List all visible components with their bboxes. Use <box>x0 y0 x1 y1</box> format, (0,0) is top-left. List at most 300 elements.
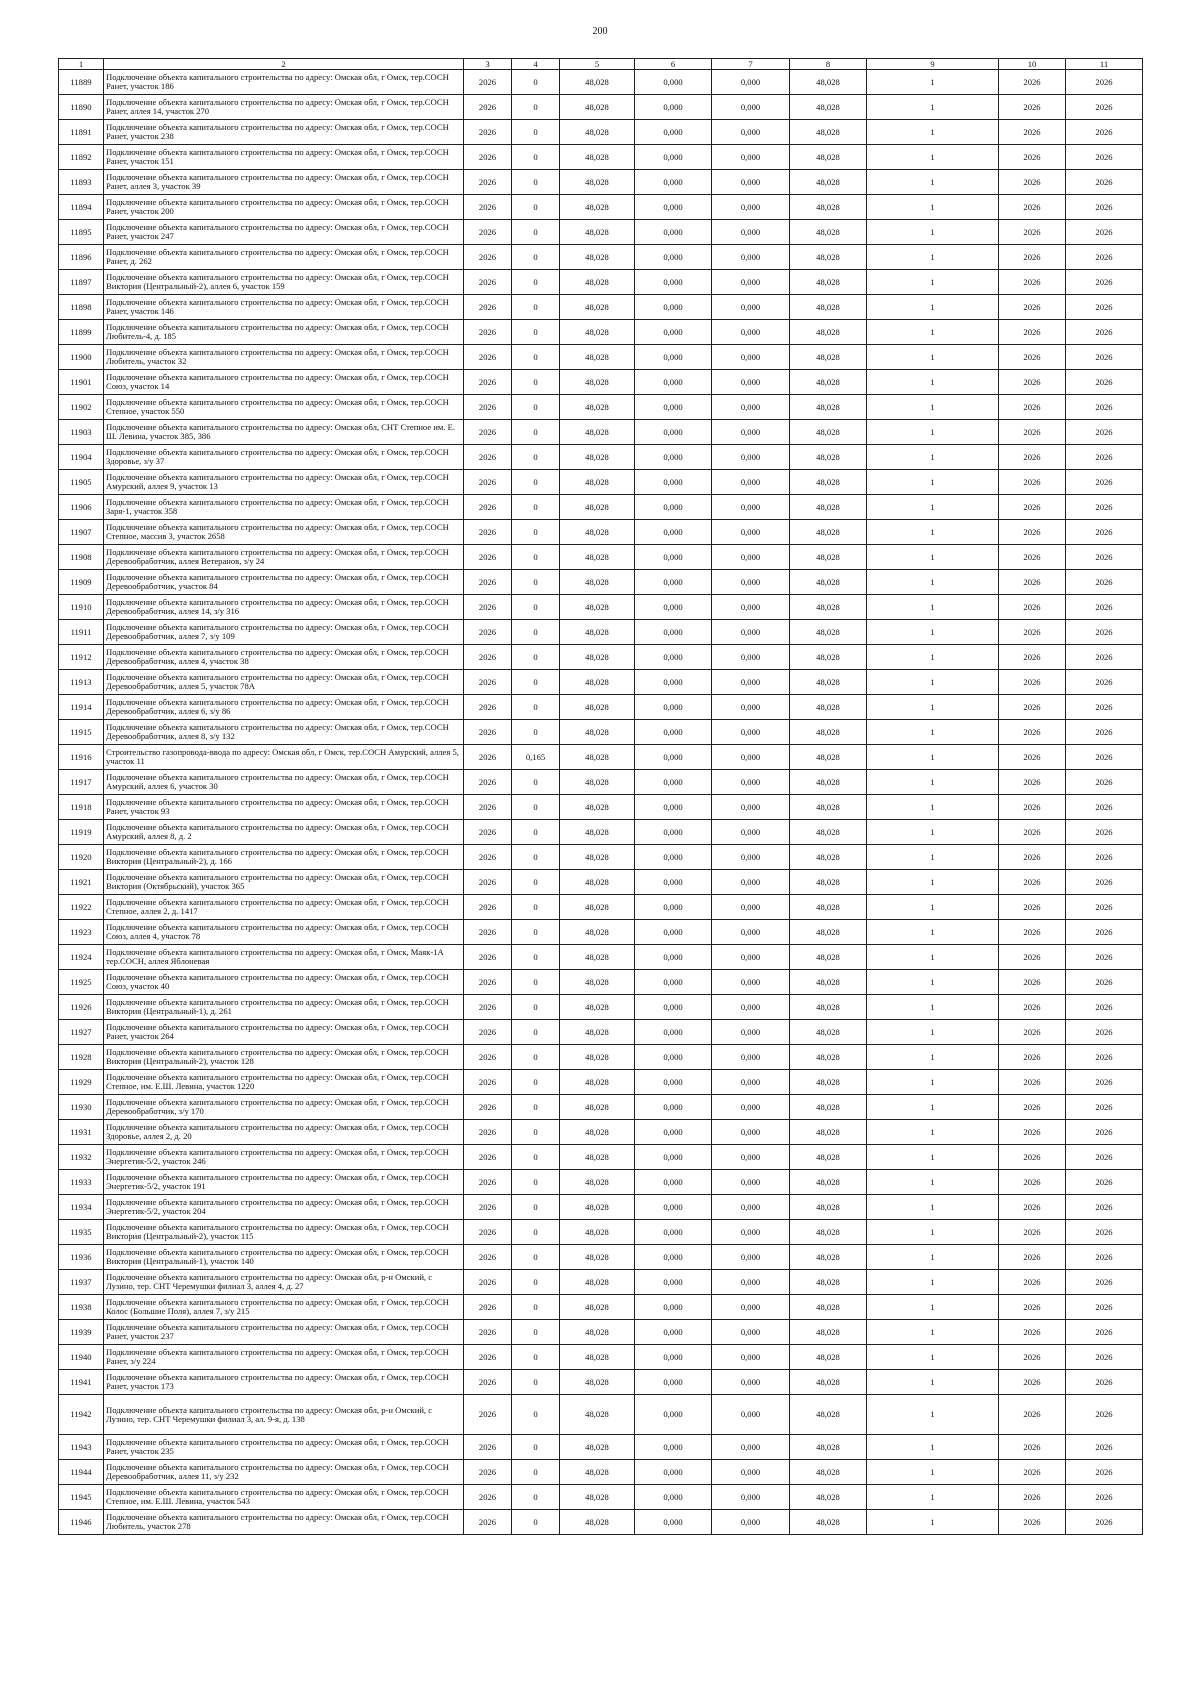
cell-cost-sum: 48,028 <box>790 345 867 370</box>
cell-quantity: 1 <box>867 695 999 720</box>
cell-cost-a: 0,000 <box>635 845 712 870</box>
cell-end-year: 2026 <box>1066 945 1143 970</box>
cell-cost-a: 0,000 <box>635 320 712 345</box>
table-row <box>59 220 1143 245</box>
cell-row-number: 11918 <box>59 795 104 820</box>
cell-length: 0 <box>512 795 560 820</box>
cell-description: Подключение объекта капитального строительства по адресу: Омская обл, г Омск, тер.СОСН Союз, аллея 4, участок 78 <box>104 920 464 945</box>
cell-start-year: 2026 <box>999 1460 1066 1485</box>
cell-cost-a: 0,000 <box>635 1435 712 1460</box>
cell-description: Подключение объекта капитального строительства по адресу: Омская обл, г Омск, тер.СОСН Здоровье, з/у 37 <box>104 445 464 470</box>
cell-cost-b: 0,000 <box>712 670 790 695</box>
cell-cost-sum: 48,028 <box>790 1070 867 1095</box>
cell-start-year: 2026 <box>999 945 1066 970</box>
cell-cost-a: 0,000 <box>635 820 712 845</box>
cell-quantity: 1 <box>867 1220 999 1245</box>
cell-cost-a: 0,000 <box>635 520 712 545</box>
cell-cost-b: 0,000 <box>712 695 790 720</box>
cell-quantity: 1 <box>867 1045 999 1070</box>
cell-end-year: 2026 <box>1066 745 1143 770</box>
cell-cost-total: 48,028 <box>560 170 635 195</box>
cell-end-year: 2026 <box>1066 970 1143 995</box>
cell-quantity: 1 <box>867 395 999 420</box>
cell-end-year: 2026 <box>1066 1045 1143 1070</box>
cell-cost-b: 0,000 <box>712 995 790 1020</box>
cell-year: 2026 <box>464 1245 512 1270</box>
cell-description: Подключение объекта капитального строительства по адресу: Омская обл, г Омск, тер.СОСН Степное, участок 550 <box>104 395 464 420</box>
cell-row-number: 11891 <box>59 120 104 145</box>
cell-row-number: 11917 <box>59 770 104 795</box>
cell-year: 2026 <box>464 445 512 470</box>
cell-length: 0 <box>512 1245 560 1270</box>
cell-row-number: 11929 <box>59 1070 104 1095</box>
cell-length: 0 <box>512 1170 560 1195</box>
cell-cost-sum: 48,028 <box>790 295 867 320</box>
cell-cost-total: 48,028 <box>560 945 635 970</box>
cell-start-year: 2026 <box>999 795 1066 820</box>
cell-length: 0 <box>512 445 560 470</box>
cell-row-number: 11921 <box>59 870 104 895</box>
cell-cost-a: 0,000 <box>635 920 712 945</box>
cell-cost-b: 0,000 <box>712 1395 790 1435</box>
cell-description: Подключение объекта капитального строительства по адресу: Омская обл, г Омск, тер.СОСН Любитель, участок 32 <box>104 345 464 370</box>
cell-row-number: 11927 <box>59 1020 104 1045</box>
table-row <box>59 320 1143 345</box>
cell-cost-b: 0,000 <box>712 370 790 395</box>
cell-cost-b: 0,000 <box>712 1195 790 1220</box>
cell-row-number: 11906 <box>59 495 104 520</box>
table-row <box>59 795 1143 820</box>
cell-description: Подключение объекта капитального строительства по адресу: Омская обл, г Омск, тер.СОСН Виктория (Октябрьский), участок 365 <box>104 870 464 895</box>
cell-cost-b: 0,000 <box>712 845 790 870</box>
cell-cost-b: 0,000 <box>712 545 790 570</box>
cell-cost-total: 48,028 <box>560 1120 635 1145</box>
cell-length: 0 <box>512 545 560 570</box>
cell-cost-b: 0,000 <box>712 320 790 345</box>
cell-year: 2026 <box>464 1370 512 1395</box>
cell-cost-b: 0,000 <box>712 1345 790 1370</box>
cell-year: 2026 <box>464 920 512 945</box>
cell-year: 2026 <box>464 420 512 445</box>
cell-year: 2026 <box>464 695 512 720</box>
cell-cost-total: 48,028 <box>560 520 635 545</box>
column-header-3: 3 <box>464 59 512 70</box>
cell-description: Подключение объекта капитального строительства по адресу: Омская обл, г Омск, тер.СОСН Степное, им. Е.Ш. Левина, участок 1220 <box>104 1070 464 1095</box>
table-row <box>59 145 1143 170</box>
cell-description: Подключение объекта капитального строительства по адресу: Омская обл, СНТ Степное им. Е. Ш. Левина, участок 385, 386 <box>104 420 464 445</box>
cell-cost-total: 48,028 <box>560 120 635 145</box>
cell-quantity: 1 <box>867 1460 999 1485</box>
cell-year: 2026 <box>464 520 512 545</box>
cell-end-year: 2026 <box>1066 470 1143 495</box>
cell-length: 0 <box>512 870 560 895</box>
cell-start-year: 2026 <box>999 120 1066 145</box>
cell-cost-sum: 48,028 <box>790 195 867 220</box>
cell-cost-a: 0,000 <box>635 345 712 370</box>
cell-quantity: 1 <box>867 995 999 1020</box>
cell-end-year: 2026 <box>1066 845 1143 870</box>
table-row <box>59 295 1143 320</box>
cell-length: 0 <box>512 720 560 745</box>
cell-quantity: 1 <box>867 845 999 870</box>
cell-cost-a: 0,000 <box>635 445 712 470</box>
table-row <box>59 1370 1143 1395</box>
cell-end-year: 2026 <box>1066 170 1143 195</box>
cell-cost-sum: 48,028 <box>790 1220 867 1245</box>
cell-cost-total: 48,028 <box>560 1145 635 1170</box>
table-row <box>59 645 1143 670</box>
cell-year: 2026 <box>464 1510 512 1535</box>
cell-end-year: 2026 <box>1066 570 1143 595</box>
table-row <box>59 1045 1143 1070</box>
cell-quantity: 1 <box>867 770 999 795</box>
cell-quantity: 1 <box>867 470 999 495</box>
cell-quantity: 1 <box>867 1195 999 1220</box>
cell-length: 0 <box>512 1460 560 1485</box>
cell-cost-a: 0,000 <box>635 620 712 645</box>
cell-cost-b: 0,000 <box>712 1245 790 1270</box>
cell-end-year: 2026 <box>1066 1510 1143 1535</box>
cell-cost-b: 0,000 <box>712 1170 790 1195</box>
column-header-9: 9 <box>867 59 999 70</box>
cell-description: Подключение объекта капитального строительства по адресу: Омская обл, г Омск, тер.СОСН Виктория (Центральный-2), аллея 6, участок 159 <box>104 270 464 295</box>
cell-description: Подключение объекта капитального строительства по адресу: Омская обл, г Омск, тер.СОСН Деревообработчик, аллея 14, з/у 316 <box>104 595 464 620</box>
cell-quantity: 1 <box>867 495 999 520</box>
cell-cost-b: 0,000 <box>712 295 790 320</box>
cell-cost-total: 48,028 <box>560 1395 635 1435</box>
cell-end-year: 2026 <box>1066 370 1143 395</box>
cell-quantity: 1 <box>867 620 999 645</box>
cell-cost-sum: 48,028 <box>790 95 867 120</box>
cell-cost-a: 0,000 <box>635 1345 712 1370</box>
cell-cost-total: 48,028 <box>560 1020 635 1045</box>
cell-cost-sum: 48,028 <box>790 1370 867 1395</box>
cell-row-number: 11939 <box>59 1320 104 1345</box>
cell-cost-b: 0,000 <box>712 945 790 970</box>
cell-row-number: 11902 <box>59 395 104 420</box>
cell-cost-sum: 48,028 <box>790 1145 867 1170</box>
cell-cost-total: 48,028 <box>560 95 635 120</box>
cell-quantity: 1 <box>867 745 999 770</box>
cell-description: Подключение объекта капитального строительства по адресу: Омская обл, г Омск, тер.СОСН Ранет, участок 186 <box>104 70 464 95</box>
table-row <box>59 1295 1143 1320</box>
data-table <box>58 58 1143 1535</box>
cell-description: Подключение объекта капитального строительства по адресу: Омская обл, г Омск, тер.СОСН Деревообработчик, аллея 8, з/у 132 <box>104 720 464 745</box>
table-row <box>59 395 1143 420</box>
cell-cost-b: 0,000 <box>712 145 790 170</box>
cell-cost-a: 0,000 <box>635 495 712 520</box>
table-row <box>59 170 1143 195</box>
cell-cost-a: 0,000 <box>635 1195 712 1220</box>
cell-quantity: 1 <box>867 1370 999 1395</box>
table-row <box>59 445 1143 470</box>
cell-description: Подключение объекта капитального строительства по адресу: Омская обл, г Омск, тер.СОСН Союз, участок 14 <box>104 370 464 395</box>
cell-cost-a: 0,000 <box>635 995 712 1020</box>
cell-cost-a: 0,000 <box>635 745 712 770</box>
cell-cost-a: 0,000 <box>635 770 712 795</box>
cell-cost-b: 0,000 <box>712 245 790 270</box>
cell-cost-a: 0,000 <box>635 895 712 920</box>
cell-year: 2026 <box>464 795 512 820</box>
cell-start-year: 2026 <box>999 745 1066 770</box>
cell-description: Подключение объекта капитального строительства по адресу: Омская обл, г Омск, тер.СОСН Ранет, участок 235 <box>104 1435 464 1460</box>
table-row <box>59 520 1143 545</box>
cell-cost-a: 0,000 <box>635 970 712 995</box>
cell-cost-total: 48,028 <box>560 720 635 745</box>
cell-cost-total: 48,028 <box>560 1170 635 1195</box>
cell-start-year: 2026 <box>999 395 1066 420</box>
cell-length: 0 <box>512 220 560 245</box>
cell-description: Строительство газопровода-ввода по адресу: Омская обл, г Омск, тер.СОСН Амурский, аллея 5, участок 11 <box>104 745 464 770</box>
cell-cost-a: 0,000 <box>635 1270 712 1295</box>
table-row <box>59 1395 1143 1435</box>
cell-length: 0 <box>512 1485 560 1510</box>
cell-end-year: 2026 <box>1066 1370 1143 1395</box>
cell-cost-b: 0,000 <box>712 495 790 520</box>
cell-description: Подключение объекта капитального строительства по адресу: Омская обл, г Омск, тер.СОСН Заря-1, участок 358 <box>104 495 464 520</box>
cell-cost-b: 0,000 <box>712 1045 790 1070</box>
cell-length: 0 <box>512 820 560 845</box>
cell-cost-total: 48,028 <box>560 745 635 770</box>
cell-quantity: 1 <box>867 1120 999 1145</box>
cell-cost-total: 48,028 <box>560 895 635 920</box>
cell-length: 0 <box>512 1195 560 1220</box>
cell-quantity: 1 <box>867 720 999 745</box>
cell-end-year: 2026 <box>1066 220 1143 245</box>
table-row <box>59 945 1143 970</box>
cell-end-year: 2026 <box>1066 720 1143 745</box>
table-row <box>59 1195 1143 1220</box>
cell-year: 2026 <box>464 745 512 770</box>
cell-cost-b: 0,000 <box>712 420 790 445</box>
cell-cost-sum: 48,028 <box>790 870 867 895</box>
table-row <box>59 495 1143 520</box>
cell-quantity: 1 <box>867 1295 999 1320</box>
cell-cost-sum: 48,028 <box>790 995 867 1020</box>
cell-year: 2026 <box>464 895 512 920</box>
cell-cost-sum: 48,028 <box>790 1395 867 1435</box>
cell-cost-sum: 48,028 <box>790 420 867 445</box>
cell-end-year: 2026 <box>1066 1145 1143 1170</box>
cell-cost-total: 48,028 <box>560 320 635 345</box>
cell-cost-total: 48,028 <box>560 1270 635 1295</box>
cell-quantity: 1 <box>867 820 999 845</box>
cell-end-year: 2026 <box>1066 495 1143 520</box>
cell-length: 0 <box>512 1510 560 1535</box>
cell-quantity: 1 <box>867 420 999 445</box>
cell-start-year: 2026 <box>999 570 1066 595</box>
table-row <box>59 970 1143 995</box>
cell-length: 0 <box>512 570 560 595</box>
table-row <box>59 670 1143 695</box>
cell-cost-total: 48,028 <box>560 1295 635 1320</box>
cell-length: 0 <box>512 420 560 445</box>
cell-year: 2026 <box>464 395 512 420</box>
cell-start-year: 2026 <box>999 1485 1066 1510</box>
cell-cost-a: 0,000 <box>635 1095 712 1120</box>
cell-cost-sum: 48,028 <box>790 220 867 245</box>
cell-cost-sum: 48,028 <box>790 1120 867 1145</box>
cell-cost-a: 0,000 <box>635 645 712 670</box>
cell-cost-a: 0,000 <box>635 570 712 595</box>
cell-length: 0 <box>512 620 560 645</box>
cell-cost-sum: 48,028 <box>790 495 867 520</box>
cell-year: 2026 <box>464 1345 512 1370</box>
cell-cost-a: 0,000 <box>635 295 712 320</box>
cell-cost-sum: 48,028 <box>790 970 867 995</box>
cell-cost-total: 48,028 <box>560 1045 635 1070</box>
table-row <box>59 1070 1143 1095</box>
cell-year: 2026 <box>464 1020 512 1045</box>
cell-cost-sum: 48,028 <box>790 1195 867 1220</box>
cell-year: 2026 <box>464 945 512 970</box>
cell-cost-sum: 48,028 <box>790 720 867 745</box>
cell-cost-a: 0,000 <box>635 120 712 145</box>
cell-end-year: 2026 <box>1066 420 1143 445</box>
cell-cost-total: 48,028 <box>560 395 635 420</box>
cell-end-year: 2026 <box>1066 1070 1143 1095</box>
cell-start-year: 2026 <box>999 1070 1066 1095</box>
cell-cost-total: 48,028 <box>560 770 635 795</box>
cell-end-year: 2026 <box>1066 1395 1143 1435</box>
cell-start-year: 2026 <box>999 1295 1066 1320</box>
cell-cost-total: 48,028 <box>560 420 635 445</box>
cell-start-year: 2026 <box>999 770 1066 795</box>
cell-cost-sum: 48,028 <box>790 1320 867 1345</box>
cell-cost-sum: 48,028 <box>790 895 867 920</box>
cell-year: 2026 <box>464 770 512 795</box>
cell-start-year: 2026 <box>999 1395 1066 1435</box>
cell-quantity: 1 <box>867 920 999 945</box>
cell-cost-total: 48,028 <box>560 295 635 320</box>
cell-quantity: 1 <box>867 1020 999 1045</box>
cell-end-year: 2026 <box>1066 195 1143 220</box>
table-row <box>59 1320 1143 1345</box>
cell-description: Подключение объекта капитального строительства по адресу: Омская обл, г Омск, тер.СОСН Ранет, аллея 14, участок 270 <box>104 95 464 120</box>
cell-cost-sum: 48,028 <box>790 1045 867 1070</box>
table-row <box>59 845 1143 870</box>
cell-description: Подключение объекта капитального строительства по адресу: Омская обл, г Омск, тер.СОСН Любитель, участок 278 <box>104 1510 464 1535</box>
cell-row-number: 11908 <box>59 545 104 570</box>
cell-start-year: 2026 <box>999 920 1066 945</box>
cell-description: Подключение объекта капитального строительства по адресу: Омская обл, г Омск, Маяк-1А тер.СОСН, аллея Яблоневая <box>104 945 464 970</box>
cell-description: Подключение объекта капитального строительства по адресу: Омская обл, г Омск, тер.СОСН Ранет, участок 93 <box>104 795 464 820</box>
cell-cost-total: 48,028 <box>560 345 635 370</box>
cell-end-year: 2026 <box>1066 645 1143 670</box>
cell-end-year: 2026 <box>1066 1095 1143 1120</box>
cell-cost-b: 0,000 <box>712 95 790 120</box>
cell-cost-b: 0,000 <box>712 820 790 845</box>
cell-row-number: 11946 <box>59 1510 104 1535</box>
cell-cost-total: 48,028 <box>560 1485 635 1510</box>
cell-row-number: 11894 <box>59 195 104 220</box>
cell-row-number: 11943 <box>59 1435 104 1460</box>
cell-length: 0 <box>512 670 560 695</box>
cell-start-year: 2026 <box>999 620 1066 645</box>
cell-description: Подключение объекта капитального строительства по адресу: Омская обл, г Омск, тер.СОСН Амурский, аллея 9, участок 13 <box>104 470 464 495</box>
cell-start-year: 2026 <box>999 595 1066 620</box>
table-row <box>59 1245 1143 1270</box>
cell-cost-sum: 48,028 <box>790 470 867 495</box>
cell-cost-a: 0,000 <box>635 395 712 420</box>
cell-cost-a: 0,000 <box>635 1220 712 1245</box>
cell-quantity: 1 <box>867 545 999 570</box>
cell-cost-b: 0,000 <box>712 470 790 495</box>
cell-cost-sum: 48,028 <box>790 795 867 820</box>
cell-cost-b: 0,000 <box>712 620 790 645</box>
cell-cost-total: 48,028 <box>560 1220 635 1245</box>
cell-cost-total: 48,028 <box>560 1370 635 1395</box>
column-header-10: 10 <box>999 59 1066 70</box>
cell-quantity: 1 <box>867 1245 999 1270</box>
cell-cost-a: 0,000 <box>635 1070 712 1095</box>
cell-end-year: 2026 <box>1066 1220 1143 1245</box>
cell-year: 2026 <box>464 220 512 245</box>
cell-length: 0 <box>512 770 560 795</box>
cell-end-year: 2026 <box>1066 695 1143 720</box>
cell-quantity: 1 <box>867 1395 999 1435</box>
cell-cost-sum: 48,028 <box>790 1270 867 1295</box>
cell-year: 2026 <box>464 370 512 395</box>
cell-cost-a: 0,000 <box>635 220 712 245</box>
cell-start-year: 2026 <box>999 470 1066 495</box>
cell-cost-b: 0,000 <box>712 645 790 670</box>
cell-start-year: 2026 <box>999 1195 1066 1220</box>
cell-cost-sum: 48,028 <box>790 595 867 620</box>
cell-description: Подключение объекта капитального строительства по адресу: Омская обл, г Омск, тер.СОСН Степное, им. Е.Ш. Левина, участок 543 <box>104 1485 464 1510</box>
table-row <box>59 770 1143 795</box>
table-row <box>59 1120 1143 1145</box>
table-row <box>59 1485 1143 1510</box>
cell-start-year: 2026 <box>999 645 1066 670</box>
cell-cost-total: 48,028 <box>560 995 635 1020</box>
cell-year: 2026 <box>464 70 512 95</box>
cell-cost-b: 0,000 <box>712 1095 790 1120</box>
cell-description: Подключение объекта капитального строительства по адресу: Омская обл, г Омск, тер.СОСН Деревообработчик, аллея Ветеранов, з/у 24 <box>104 545 464 570</box>
cell-end-year: 2026 <box>1066 70 1143 95</box>
cell-start-year: 2026 <box>999 445 1066 470</box>
cell-quantity: 1 <box>867 945 999 970</box>
cell-length: 0 <box>512 1045 560 1070</box>
cell-start-year: 2026 <box>999 70 1066 95</box>
cell-end-year: 2026 <box>1066 1195 1143 1220</box>
cell-cost-sum: 48,028 <box>790 70 867 95</box>
cell-cost-total: 48,028 <box>560 1460 635 1485</box>
cell-cost-sum: 48,028 <box>790 670 867 695</box>
cell-start-year: 2026 <box>999 1045 1066 1070</box>
cell-cost-b: 0,000 <box>712 1510 790 1535</box>
table-row <box>59 895 1143 920</box>
cell-description: Подключение объекта капитального строительства по адресу: Омская обл, г Омск, тер.СОСН Степное, аллея 2, д. 1417 <box>104 895 464 920</box>
cell-length: 0 <box>512 1145 560 1170</box>
cell-start-year: 2026 <box>999 370 1066 395</box>
cell-cost-a: 0,000 <box>635 1510 712 1535</box>
cell-cost-b: 0,000 <box>712 220 790 245</box>
cell-end-year: 2026 <box>1066 595 1143 620</box>
cell-row-number: 11926 <box>59 995 104 1020</box>
cell-year: 2026 <box>464 95 512 120</box>
cell-length: 0 <box>512 1095 560 1120</box>
cell-cost-total: 48,028 <box>560 495 635 520</box>
cell-cost-sum: 48,028 <box>790 1170 867 1195</box>
table-row <box>59 420 1143 445</box>
table-row <box>59 820 1143 845</box>
cell-description: Подключение объекта капитального строительства по адресу: Омская обл, г Омск, тер.СОСН Энергетик-5/2, участок 246 <box>104 1145 464 1170</box>
cell-row-number: 11903 <box>59 420 104 445</box>
cell-year: 2026 <box>464 320 512 345</box>
cell-end-year: 2026 <box>1066 795 1143 820</box>
table-row <box>59 120 1143 145</box>
